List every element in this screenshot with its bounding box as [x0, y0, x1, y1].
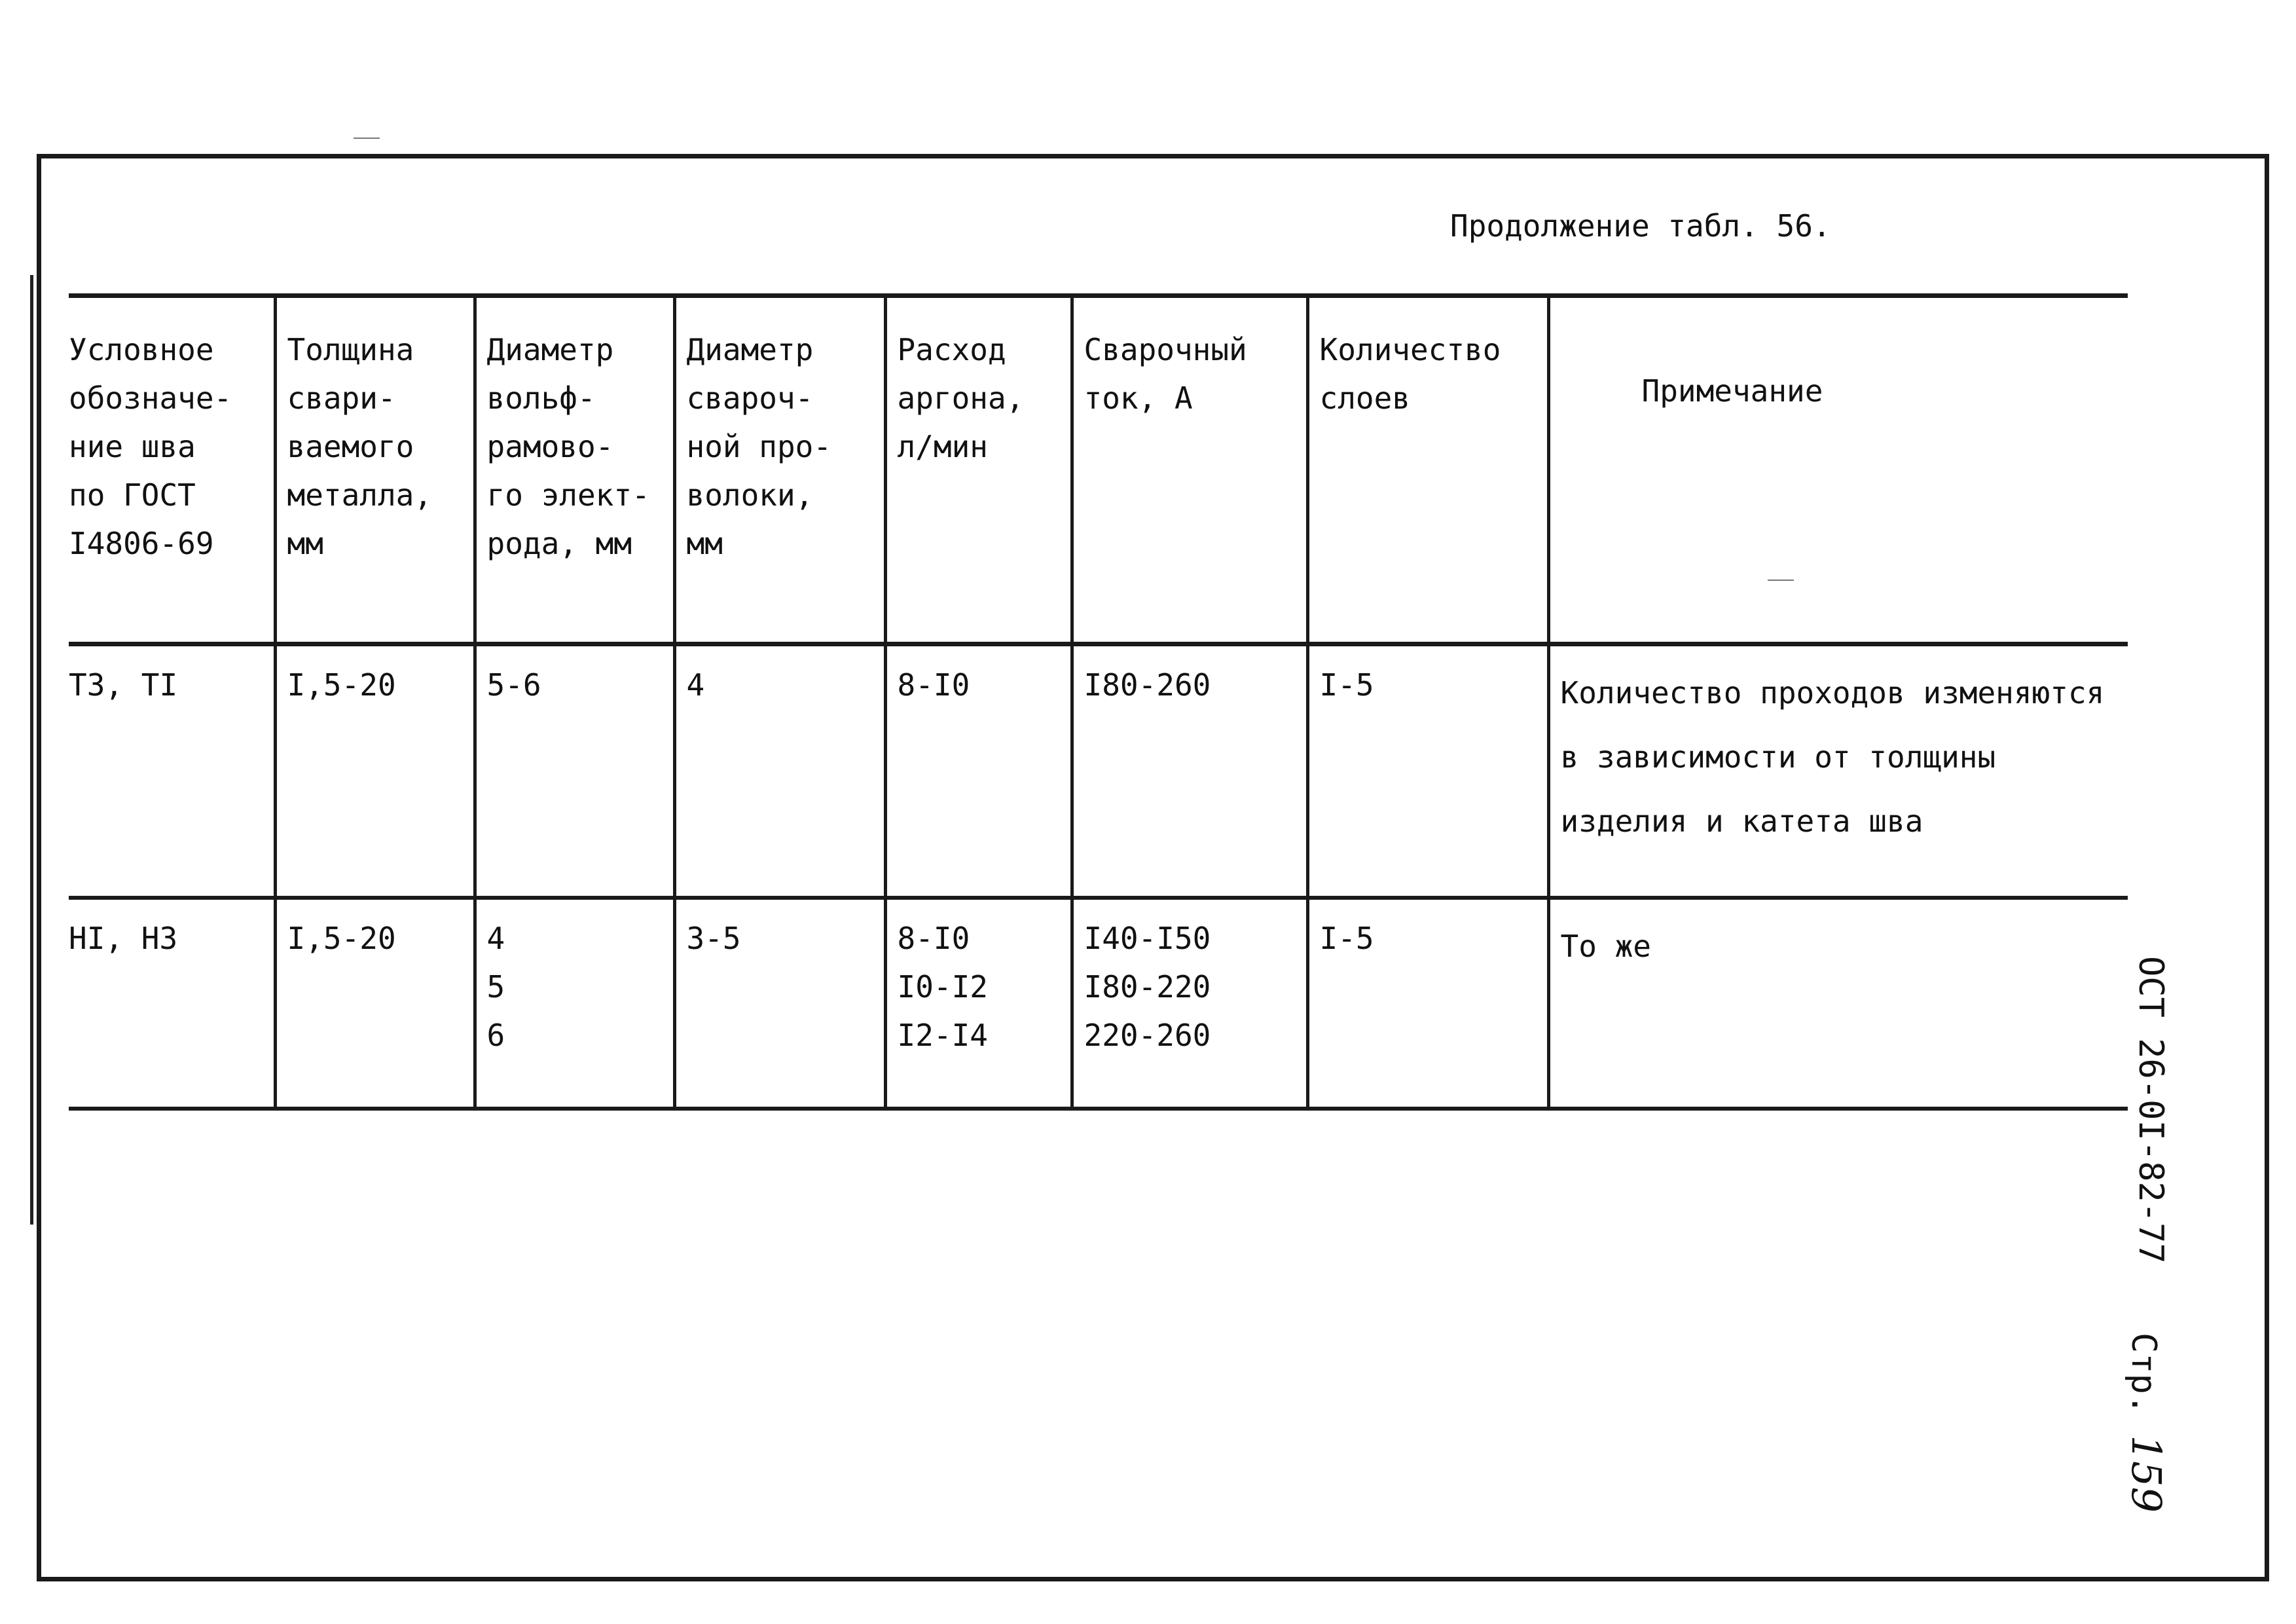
cell-note: То же: [1548, 898, 2128, 1109]
header-metal-thickness: Толщина свари- ваемого металла, мм: [275, 296, 475, 644]
header-argon-flow: Расход аргона, л/мин: [885, 296, 1072, 644]
cell-current-value: 220-260: [1084, 1018, 1211, 1053]
header-filler-wire-diameter: Диаметр свароч- ной про- волоки, мм: [674, 296, 885, 644]
header-tungsten-electrode-diameter: Диаметр вольф- рамово- го элект- рода, мм: [475, 296, 674, 644]
scan-artifact: [354, 138, 380, 139]
header-seam-designation: Условное обозначе- ние шва по ГОСТ I4806-69: [69, 332, 232, 561]
table-continuation-caption: Продолжение табл. 56.: [1450, 208, 1831, 244]
table-header-row: [69, 296, 2128, 644]
cell-argon: [885, 644, 1072, 898]
header-note: Примечание: [1548, 296, 2128, 644]
cell-wire: 3-5: [674, 898, 885, 1109]
cell-electrode: [475, 898, 674, 1109]
cell-argon-value: 8-I0: [897, 921, 970, 956]
table-row: [69, 898, 2128, 1109]
cell-layers: I-5: [1307, 898, 1548, 1109]
cell-seam: ТЗ, ТI: [69, 667, 178, 703]
welding-parameters-table: [69, 293, 2128, 1111]
cell-current: [1072, 644, 1307, 898]
cell-wire: 4: [674, 644, 885, 898]
cell-current-value: I40-I50: [1084, 921, 1211, 956]
table-row: [69, 644, 2128, 898]
cell-note: Количество проходов изменяются в зависимости от толщины изделия и катета шва: [1548, 644, 2128, 898]
cell-argon-value: I2-I4: [897, 1018, 988, 1053]
cell-electrode: [475, 644, 674, 898]
cell-argon-value: 8-I0: [897, 667, 970, 703]
cell-electrode-value: 4: [486, 921, 505, 956]
cell-seam: НI, НЗ: [69, 921, 178, 956]
cell-thickness: I,5-20: [275, 644, 475, 898]
document-code: ОСТ 26-0I-82-77: [2131, 956, 2170, 1264]
page-label: Стр.: [2124, 1333, 2163, 1415]
frame-left-edge: [30, 275, 33, 1225]
cell-layers: I-5: [1307, 644, 1548, 898]
cell-electrode-value: 5: [486, 969, 505, 1005]
header-welding-current: Сварочный ток, А: [1072, 296, 1307, 644]
cell-current: [1072, 898, 1307, 1109]
cell-current-value: I80-220: [1084, 969, 1211, 1005]
cell-electrode-value: 6: [486, 1018, 505, 1053]
cell-current-value: I80-260: [1084, 667, 1211, 703]
cell-argon: [885, 898, 1072, 1109]
header-layer-count: Количество слоев: [1307, 296, 1548, 644]
cell-thickness: I,5-20: [275, 898, 475, 1109]
page-number-block: [2123, 1333, 2170, 1513]
cell-electrode-value: 5-6: [486, 667, 541, 703]
cell-argon-value: I0-I2: [897, 969, 988, 1005]
page-number: 159: [2123, 1435, 2170, 1513]
